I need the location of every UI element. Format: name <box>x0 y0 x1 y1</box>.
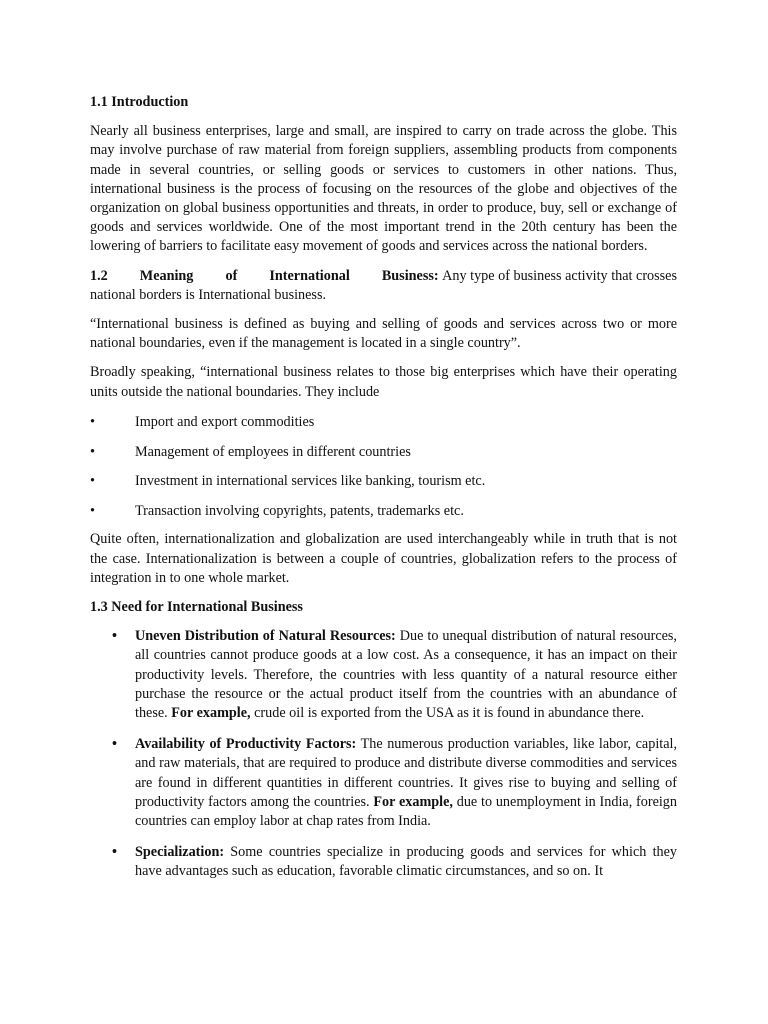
need-item <box>90 627 677 723</box>
list-item <box>90 472 677 491</box>
list-item <box>90 502 677 521</box>
need-item-body <box>135 627 677 723</box>
heading-word: of <box>225 267 238 284</box>
list-item <box>90 443 677 462</box>
example-label: For example, <box>171 705 251 722</box>
need-item-text: Some countries specialize in producing goods and services for which they have advantages such as education, favorable climatic circumstances, and so on. It <box>135 844 677 880</box>
heading-word: International <box>269 267 350 284</box>
bullet-icon: • <box>90 413 95 430</box>
need-item-title: Uneven Distribution of Natural Resources: <box>135 628 396 645</box>
include-list <box>90 413 677 522</box>
heading-word: Business: <box>381 267 439 284</box>
list-item-text: Transaction involving copyrights, patents, trademarks etc. <box>135 503 464 520</box>
section-heading-meaning <box>90 267 677 286</box>
heading-word-with-lead <box>382 267 677 286</box>
bullet-icon: • <box>112 736 117 753</box>
bullet-icon: • <box>112 844 117 861</box>
heading-number: 1.2 <box>90 267 108 284</box>
introduction-paragraph: Nearly all business enterprises, large and small, are inspired to carry on trade across the globe. This may involve purchase of raw material from foreign suppliers, assembling products from components made in several countries, or selling goods or services to customers in other nations. Thus, international business is the process of focusing on the resources of the globe and objectives of the organization on global business opportunities and threats, in order to produce, buy, sell or exchange of goods and services worldwide. One of the most important trend in the 20th century has been the lowering of barriers to facilitate easy movement of goods and services across the national borders. <box>90 123 677 255</box>
heading-word: Meaning <box>139 267 194 284</box>
need-item-text: The numerous production variables, like labor, capital, and raw materials, that are required to produce and distribute diverse commodities and services are found in different quantities in different countries. It gives rise to buying and selling of productivity factors among the countries. <box>135 736 677 810</box>
example-text: due to unemployment in India, foreign countries can employ labor at chap rates from India. <box>135 793 677 830</box>
broad-paragraph: Broadly speaking, “international business relates to those big enterprises which have their operating units outside the national boundaries. They include <box>90 364 677 400</box>
need-item-body <box>135 843 677 881</box>
need-list <box>90 627 677 881</box>
bullet-icon: • <box>112 628 117 645</box>
bullet-icon: • <box>90 443 95 460</box>
section-heading-need: 1.3 Need for International Business <box>90 599 303 616</box>
section-heading-introduction: 1.1 Introduction <box>90 94 189 110</box>
need-item-body <box>135 735 677 831</box>
list-item-text: Import and export commodities <box>135 413 315 430</box>
document-body <box>90 93 677 894</box>
need-item-text: Due to unequal distribution of natural resources, all countries cannot produce goods at a low cost. As a consequence, it has an impact on their productivity levels. Therefore, the countries with less quantity of a natural resource either purchase the resource or the actual product itself from the countries with an abundance of these. <box>135 628 677 722</box>
bullet-icon: • <box>90 473 95 490</box>
list-item <box>90 413 677 432</box>
need-item <box>90 735 677 831</box>
closing-paragraph: Quite often, internationalization and globalization are used interchangeably while in truth that is not the case. Internationalization is between a couple of countries, globalization refers to the process of integration in to one whole market. <box>90 531 677 586</box>
list-item-text: Investment in international services like banking, tourism etc. <box>135 473 486 490</box>
example-text: crude oil is exported from the USA as it is found in abundance there. <box>250 705 645 722</box>
bullet-icon: • <box>90 503 95 520</box>
need-item-title: Specialization: <box>135 844 225 861</box>
example-label: For example, <box>373 793 453 810</box>
need-item-title: Availability of Productivity Factors: <box>135 736 357 753</box>
need-item <box>90 843 677 881</box>
list-item-text: Management of employees in different countries <box>135 443 411 460</box>
meaning-lead: Any type of business activity that crosses <box>442 267 677 284</box>
meaning-lead-continuation: national borders is International business. <box>90 286 327 303</box>
definition-quote: “International business is defined as buying and selling of goods and services across two or more national boundaries, even if the management is located in a single country”. <box>90 316 677 352</box>
